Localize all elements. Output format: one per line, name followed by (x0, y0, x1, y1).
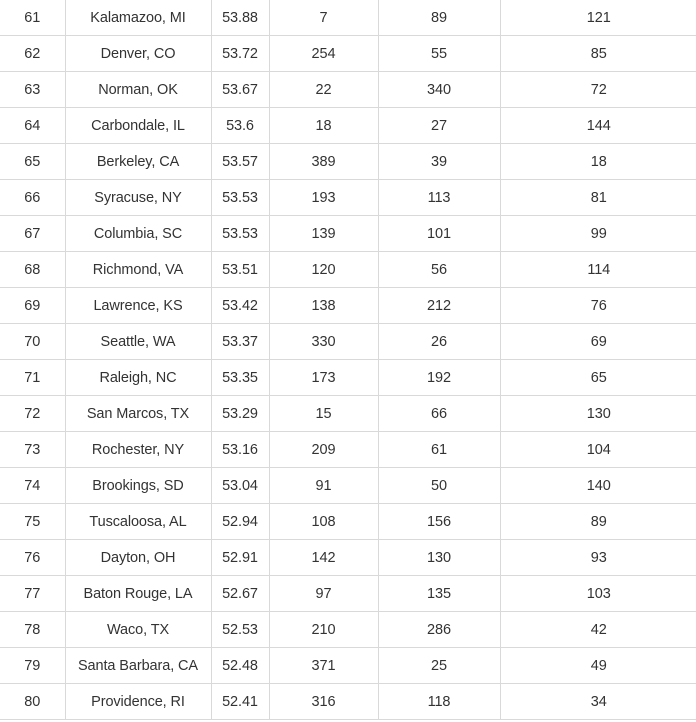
rank-metric-2-cell: 61 (378, 432, 500, 468)
rank-metric-3-cell: 103 (500, 576, 696, 612)
rank-metric-1-cell: 316 (269, 684, 378, 720)
rank-metric-1-cell: 371 (269, 648, 378, 684)
score-cell: 53.53 (211, 180, 269, 216)
rank-cell: 63 (0, 72, 65, 108)
rank-cell: 70 (0, 324, 65, 360)
rank-metric-2-cell: 39 (378, 144, 500, 180)
city-cell: Waco, TX (65, 612, 211, 648)
rank-metric-3-cell: 130 (500, 396, 696, 432)
score-cell: 53.53 (211, 216, 269, 252)
rank-metric-1-cell: 330 (269, 324, 378, 360)
rank-metric-2-cell: 26 (378, 324, 500, 360)
rank-metric-3-cell: 140 (500, 468, 696, 504)
rank-metric-2-cell: 212 (378, 288, 500, 324)
table-row (0, 36, 696, 72)
city-cell: Baton Rouge, LA (65, 576, 211, 612)
rank-metric-1-cell: 142 (269, 540, 378, 576)
rank-metric-3-cell: 114 (500, 252, 696, 288)
table-row (0, 72, 696, 108)
table-row (0, 612, 696, 648)
score-cell: 53.6 (211, 108, 269, 144)
rank-cell: 65 (0, 144, 65, 180)
rank-cell: 73 (0, 432, 65, 468)
score-cell: 52.48 (211, 648, 269, 684)
rank-metric-1-cell: 120 (269, 252, 378, 288)
rank-metric-2-cell: 66 (378, 396, 500, 432)
rank-metric-1-cell: 97 (269, 576, 378, 612)
score-cell: 52.67 (211, 576, 269, 612)
city-cell: Brookings, SD (65, 468, 211, 504)
rank-metric-1-cell: 108 (269, 504, 378, 540)
rank-metric-1-cell: 173 (269, 360, 378, 396)
rank-metric-3-cell: 85 (500, 36, 696, 72)
table-row (0, 432, 696, 468)
rank-metric-3-cell: 81 (500, 180, 696, 216)
table-row (0, 396, 696, 432)
rank-metric-2-cell: 55 (378, 36, 500, 72)
rank-metric-2-cell: 192 (378, 360, 500, 396)
city-cell: Norman, OK (65, 72, 211, 108)
rank-cell: 67 (0, 216, 65, 252)
rank-cell: 77 (0, 576, 65, 612)
rank-metric-1-cell: 22 (269, 72, 378, 108)
rank-metric-2-cell: 156 (378, 504, 500, 540)
rank-metric-1-cell: 18 (269, 108, 378, 144)
score-cell: 52.94 (211, 504, 269, 540)
city-cell: San Marcos, TX (65, 396, 211, 432)
rank-cell: 74 (0, 468, 65, 504)
table-row (0, 216, 696, 252)
rank-metric-3-cell: 18 (500, 144, 696, 180)
rank-metric-2-cell: 135 (378, 576, 500, 612)
score-cell: 53.29 (211, 396, 269, 432)
rank-metric-2-cell: 89 (378, 0, 500, 36)
table-row (0, 324, 696, 360)
table-row (0, 180, 696, 216)
city-cell: Carbondale, IL (65, 108, 211, 144)
rank-metric-2-cell: 27 (378, 108, 500, 144)
rank-cell: 80 (0, 684, 65, 720)
rank-metric-3-cell: 72 (500, 72, 696, 108)
city-cell: Santa Barbara, CA (65, 648, 211, 684)
rank-cell: 66 (0, 180, 65, 216)
rank-metric-3-cell: 99 (500, 216, 696, 252)
table-row (0, 540, 696, 576)
city-cell: Columbia, SC (65, 216, 211, 252)
score-cell: 53.57 (211, 144, 269, 180)
city-cell: Denver, CO (65, 36, 211, 72)
table-row (0, 108, 696, 144)
rank-cell: 61 (0, 0, 65, 36)
table-row (0, 288, 696, 324)
city-cell: Tuscaloosa, AL (65, 504, 211, 540)
rank-metric-3-cell: 34 (500, 684, 696, 720)
rank-metric-2-cell: 50 (378, 468, 500, 504)
rank-cell: 68 (0, 252, 65, 288)
rank-metric-2-cell: 25 (378, 648, 500, 684)
rank-metric-1-cell: 138 (269, 288, 378, 324)
rank-metric-3-cell: 76 (500, 288, 696, 324)
table-row (0, 0, 696, 36)
table-row (0, 684, 696, 720)
score-cell: 53.35 (211, 360, 269, 396)
score-cell: 53.37 (211, 324, 269, 360)
rank-metric-2-cell: 56 (378, 252, 500, 288)
score-cell: 52.53 (211, 612, 269, 648)
table-row (0, 144, 696, 180)
city-cell: Rochester, NY (65, 432, 211, 468)
table-row (0, 360, 696, 396)
rank-metric-1-cell: 15 (269, 396, 378, 432)
rank-cell: 69 (0, 288, 65, 324)
table-row (0, 468, 696, 504)
city-cell: Lawrence, KS (65, 288, 211, 324)
rank-metric-2-cell: 340 (378, 72, 500, 108)
city-cell: Syracuse, NY (65, 180, 211, 216)
city-cell: Seattle, WA (65, 324, 211, 360)
rank-metric-1-cell: 389 (269, 144, 378, 180)
rank-metric-1-cell: 7 (269, 0, 378, 36)
score-cell: 53.16 (211, 432, 269, 468)
rank-metric-2-cell: 101 (378, 216, 500, 252)
rank-metric-1-cell: 91 (269, 468, 378, 504)
city-cell: Berkeley, CA (65, 144, 211, 180)
rank-metric-1-cell: 139 (269, 216, 378, 252)
rank-cell: 71 (0, 360, 65, 396)
score-cell: 53.51 (211, 252, 269, 288)
rank-cell: 72 (0, 396, 65, 432)
rank-metric-3-cell: 104 (500, 432, 696, 468)
rank-cell: 79 (0, 648, 65, 684)
score-cell: 53.42 (211, 288, 269, 324)
rank-metric-2-cell: 113 (378, 180, 500, 216)
rank-metric-3-cell: 121 (500, 0, 696, 36)
table-row (0, 252, 696, 288)
table-row (0, 648, 696, 684)
rank-metric-2-cell: 130 (378, 540, 500, 576)
score-cell: 52.91 (211, 540, 269, 576)
rank-metric-3-cell: 144 (500, 108, 696, 144)
score-cell: 53.04 (211, 468, 269, 504)
rank-metric-2-cell: 286 (378, 612, 500, 648)
rank-metric-3-cell: 49 (500, 648, 696, 684)
rank-metric-3-cell: 65 (500, 360, 696, 396)
score-cell: 52.41 (211, 684, 269, 720)
rank-metric-1-cell: 209 (269, 432, 378, 468)
city-cell: Richmond, VA (65, 252, 211, 288)
rank-metric-2-cell: 118 (378, 684, 500, 720)
rank-cell: 75 (0, 504, 65, 540)
table-row (0, 576, 696, 612)
table-row (0, 504, 696, 540)
rank-metric-3-cell: 93 (500, 540, 696, 576)
rank-metric-3-cell: 69 (500, 324, 696, 360)
rank-cell: 78 (0, 612, 65, 648)
rank-metric-3-cell: 42 (500, 612, 696, 648)
rank-metric-1-cell: 193 (269, 180, 378, 216)
city-cell: Dayton, OH (65, 540, 211, 576)
rank-cell: 76 (0, 540, 65, 576)
rank-metric-3-cell: 89 (500, 504, 696, 540)
city-cell: Providence, RI (65, 684, 211, 720)
rank-metric-1-cell: 210 (269, 612, 378, 648)
score-cell: 53.72 (211, 36, 269, 72)
city-cell: Raleigh, NC (65, 360, 211, 396)
city-cell: Kalamazoo, MI (65, 0, 211, 36)
rank-cell: 62 (0, 36, 65, 72)
score-cell: 53.67 (211, 72, 269, 108)
rank-metric-1-cell: 254 (269, 36, 378, 72)
rank-cell: 64 (0, 108, 65, 144)
score-cell: 53.88 (211, 0, 269, 36)
